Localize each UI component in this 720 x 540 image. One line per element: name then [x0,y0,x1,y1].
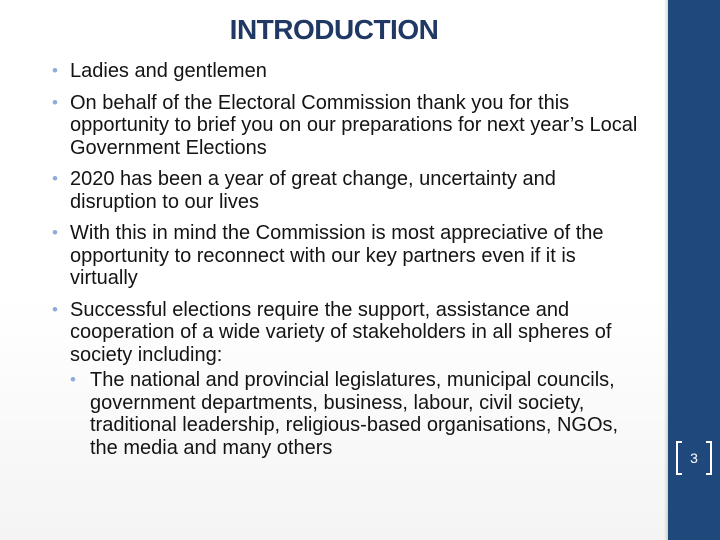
bullet-item: • 2020 has been a year of great change, uncertainty and disruption to our lives [52,168,642,213]
sub-bullet-item: • The national and provincial legislatures, municipal councils, government departments, business, labour, civil society, traditional leadership, religious-based organisations, NGOs, the media and many others [70,369,642,459]
bullet-list [52,60,642,459]
bullet-item-with-sublist [52,299,642,460]
bracket-left-icon [676,441,682,475]
slide-title: INTRODUCTION [229,14,439,45]
page-number: 3 [690,450,698,466]
page-number-badge [676,441,712,475]
bullet-item: • With this in mind the Commission is most appreciative of the opportunity to reconnect with our key partners even if it is virtually [52,222,642,290]
bullet-text: Successful elections require the support, assistance and cooperation of a wide variety of stakeholders in all spheres of society including: [70,298,612,366]
slide-content [52,60,642,459]
bracket-right-icon [706,441,712,475]
sub-bullet-list [70,369,642,459]
bullet-item: • On behalf of the Electoral Commission thank you for this opportunity to brief you on our preparations for next year’s Local Government Elections [52,92,642,160]
bullet-item: • Ladies and gentlemen [52,60,642,83]
